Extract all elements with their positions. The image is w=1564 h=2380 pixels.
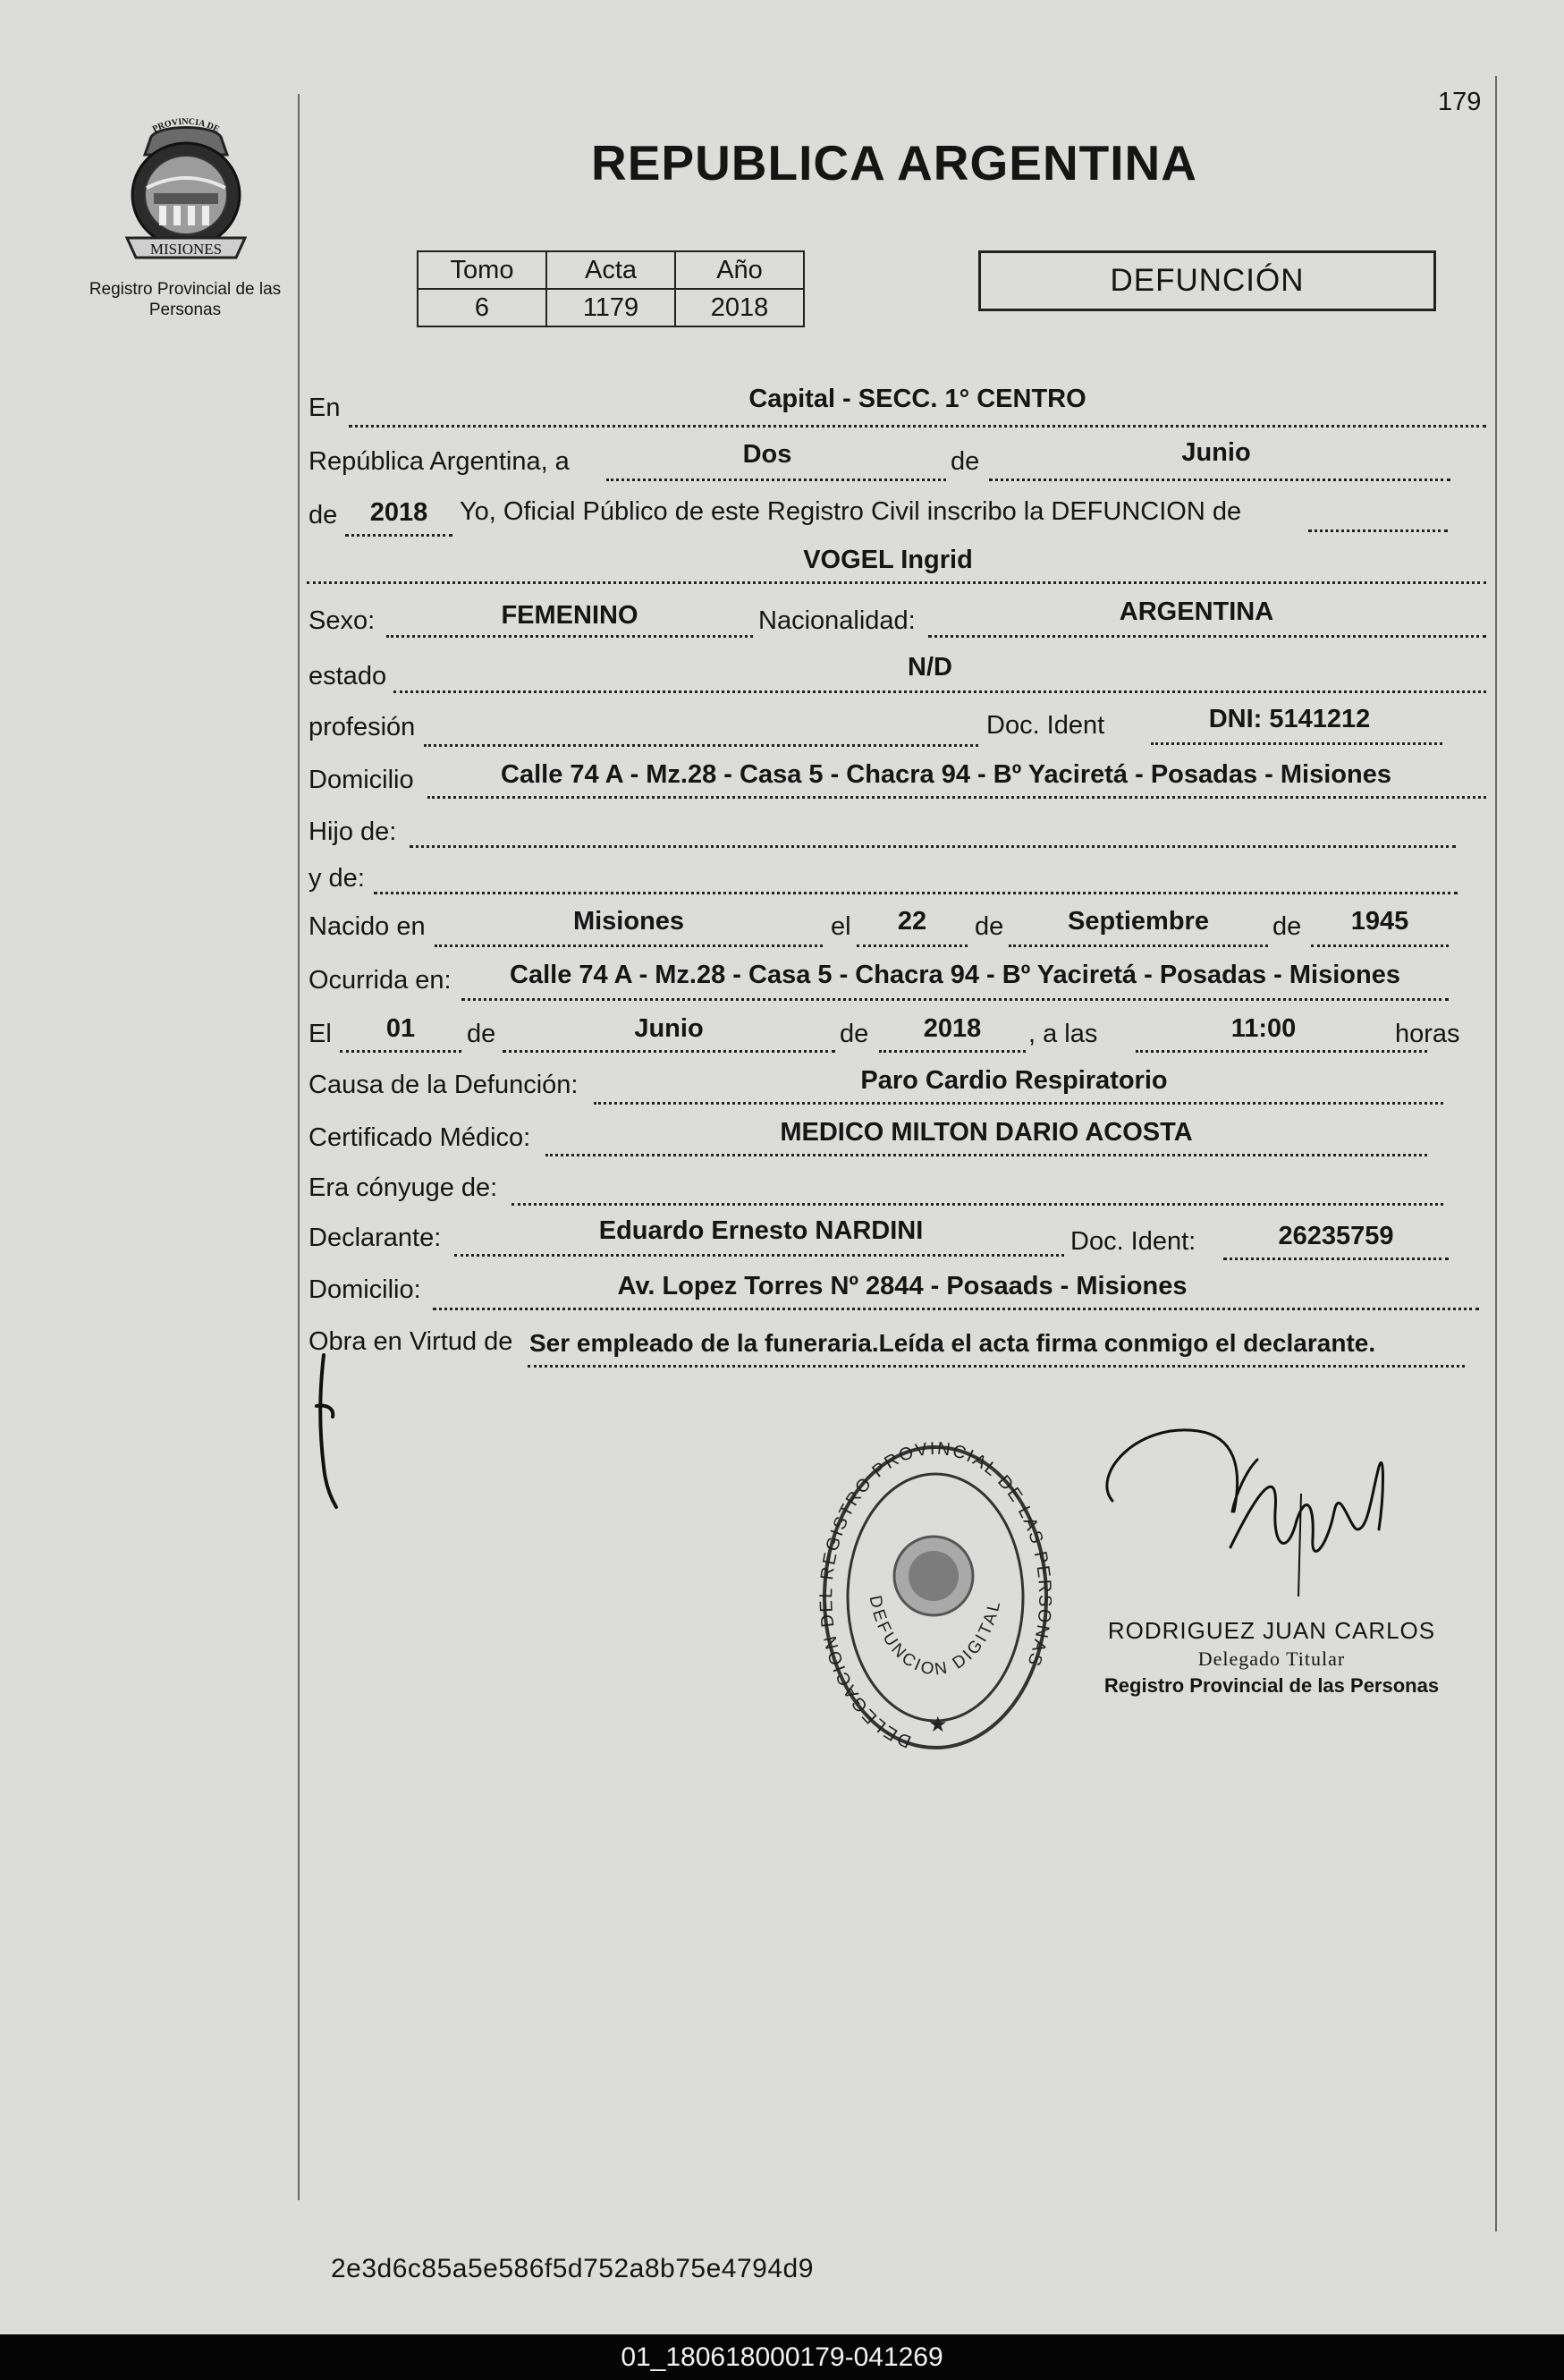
left-margin-line [298,94,300,2200]
value-nacido-lugar: Misiones [572,907,685,936]
label-conyuge: Era cónyuge de: [309,1173,498,1202]
value-hora: 11:00 [1230,1014,1297,1043]
value-sexo: FEMENINO [501,601,638,630]
record-table-value-row [418,289,804,326]
label-en: En [309,394,341,422]
emblem-graphic [114,106,258,267]
label-fallecido-el: El [309,1020,332,1048]
value-causa: Paro Cardio Respiratorio [860,1066,1168,1095]
label-de-anio: de [309,501,338,529]
signatory-name: RODRIGUEZ JUAN CARLOS [1107,1617,1436,1644]
label-a-las: , a las [1028,1020,1098,1048]
label-fallecido-de-anio: de [840,1020,869,1048]
label-domicilio-declarante: Domicilio: [309,1275,421,1304]
label-obra: Obra en Virtud de [309,1327,513,1356]
footer-code: 01_180618000179-041269 [621,2342,943,2372]
svg-text:DEFUNCION DIGITAL: DEFUNCION DIGITAL [865,1594,1005,1680]
value-anio: 2018 [369,498,428,527]
value-declarante: Eduardo Ernesto NARDINI [598,1216,924,1245]
svg-text:DELEGACION DEL REGISTRO PROVIN: DELEGACION D REGISTRO PROVINCIAL DE LAS P NAS [819,1442,1052,1752]
value-mes: Junio [1181,438,1251,467]
value-estado: N/D [908,653,952,682]
signature-scribble [1100,1413,1440,1601]
value-nacido-anio: 1945 [1350,907,1409,936]
value-nombre: VOGEL Ingrid [803,546,973,574]
signatory-role: Delegado Titular [1197,1647,1346,1670]
record-col-anio: Año [675,251,804,289]
svg-text:MISIONES: MISIONES [149,241,223,258]
value-fallecido-dia: 01 [385,1014,416,1043]
value-declarante-doc: 26235759 [1278,1222,1394,1250]
label-profesion: profesión [309,713,416,741]
label-nacido-el: el [831,912,851,941]
label-inscribo: Yo, Oficial Público de este Registro Civil inscribo la DEFUNCION de [460,497,1242,526]
label-causa: Causa de la Defunción: [309,1071,579,1099]
registry-caption: Registro Provincial de las Personas [89,280,282,319]
value-lugar: Capital - SECC. 1° CENTRO [748,385,1086,413]
label-domicilio: Domicilio [309,766,414,794]
record-acta-value: 1179 [546,289,675,326]
value-doc: DNI: 5141212 [1208,705,1371,733]
value-fallecido-mes: Junio [634,1014,704,1043]
value-ocurrida: Calle 74 A - Mz.28 - Casa 5 - Chacra 94 - Bº Yaciretá - Posadas - Misiones [510,961,1400,989]
record-tomo-value: 6 [418,289,546,326]
value-dia: Dos [742,440,792,469]
fill-hijo-de [410,809,1456,848]
label-nacido-de-mes: de [975,912,1004,941]
label-declarante-doc: Doc. Ident: [1070,1227,1196,1256]
signature-graphic [1100,1413,1440,1601]
label-hijo-de: Hijo de: [309,817,397,846]
value-nacido-mes: Septiembre [1068,907,1209,936]
fill-profesion [424,708,978,747]
record-type-box: DEFUNCIÓN [978,250,1436,311]
record-anio-value: 2018 [675,289,804,326]
handwritten-stroke [304,1351,358,1512]
seal-star: ★ [928,1713,948,1737]
document-hash: 2e3d6c85a5e586f5d752a8b75e4794d9 [331,2254,814,2283]
document-title: REPUBLICA ARGENTINA [591,135,1197,191]
right-margin-line [1495,76,1497,2232]
seal-graphic [819,1442,1052,1753]
fill-y-de [374,856,1458,894]
signatory-registry: Registro Provincial de las Personas [1103,1674,1440,1697]
label-de-mes: de [951,447,980,476]
value-nacido-dia: 22 [897,907,927,936]
fill-inscribo [1308,494,1448,532]
label-republica: República Argentina, a [309,447,570,476]
value-domicilio-declarante: Av. Lopez Torres Nº 2844 - Posaads - Misiones [617,1272,1188,1300]
label-declarante: Declarante: [309,1224,442,1252]
footer-bar [0,2334,1564,2380]
fill-conyuge [511,1167,1443,1206]
record-col-acta: Acta [546,251,675,289]
value-certificado: MEDICO MILTON DARIO ACOSTA [780,1118,1193,1147]
stroke-graphic [304,1351,358,1512]
record-col-tomo: Tomo [418,251,546,289]
label-nacido-de-anio: de [1272,912,1302,941]
label-horas: horas [1395,1020,1460,1048]
label-estado: estado [309,662,387,690]
label-fallecido-de-mes: de [467,1020,496,1048]
value-domicilio: Calle 74 A - Mz.28 - Casa 5 - Chacra 94 - Bº Yaciretá - Posadas - Misiones [501,760,1391,789]
value-obra: Ser empleado de la funeraria.Leída el acta firma conmigo el declarante. [529,1329,1376,1357]
value-fallecido-anio: 2018 [923,1014,982,1043]
label-sexo: Sexo: [309,606,376,635]
province-emblem [114,106,258,267]
svg-text:PROVINCIA DE: PROVINCIA DE [150,116,222,135]
record-table-header-row [418,251,804,289]
label-ocurrida-en: Ocurrida en: [309,966,452,995]
label-y-de: y de: [309,864,365,893]
label-doc-ident: Doc. Ident [986,711,1105,740]
label-nacionalidad: Nacionalidad: [758,606,916,635]
record-table [417,250,805,327]
page-number: 179 [1438,88,1482,116]
value-nacionalidad: ARGENTINA [1119,597,1274,626]
label-certificado: Certificado Médico: [309,1123,531,1152]
label-nacido-en: Nacido en [309,912,426,941]
official-seal [819,1442,1052,1753]
